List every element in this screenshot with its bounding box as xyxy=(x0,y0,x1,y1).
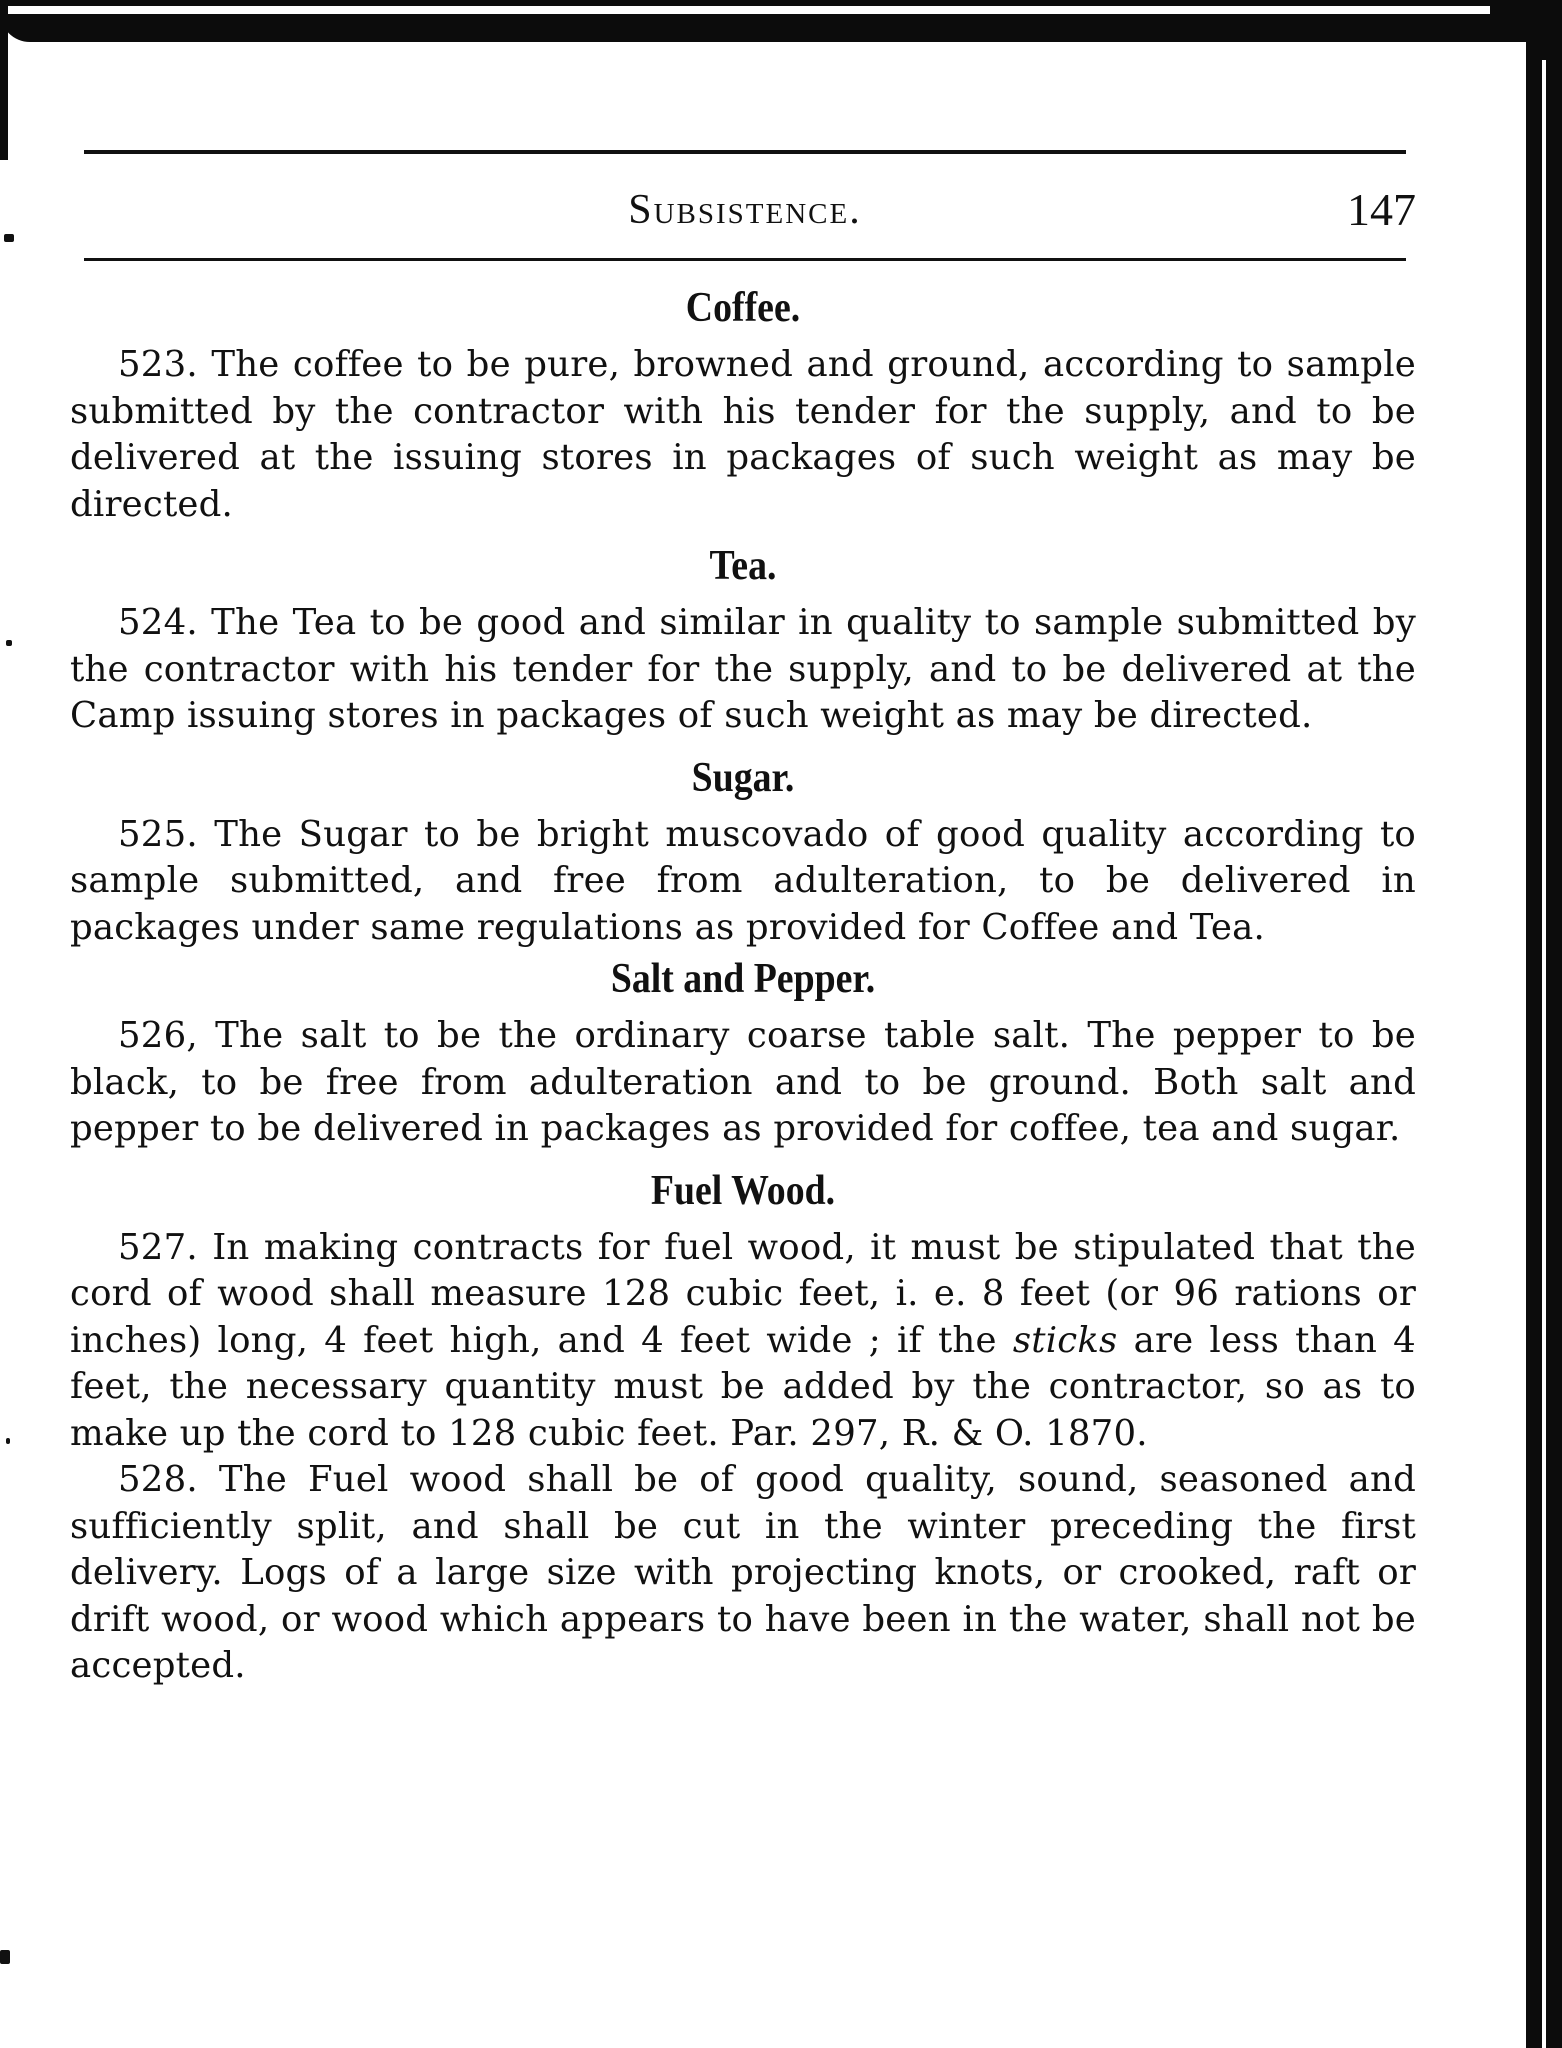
section-heading-coffee: Coffee. xyxy=(685,285,801,331)
scan-speck xyxy=(6,640,12,646)
section-heading-sugar: Sugar. xyxy=(691,754,795,801)
paragraph-number: 527. xyxy=(118,1226,198,1268)
paragraph-italic-text: sticks xyxy=(1012,1319,1118,1361)
paragraph-number: 523. xyxy=(118,344,198,385)
paragraph-text: The Tea to be good and similar in quality to sample submitted by the contractor with his tender for the supply, and to be delivered at the Camp issuing stores in packages of such weight as may be directed. xyxy=(70,602,1416,736)
scan-speck xyxy=(6,1438,10,1444)
paragraph-number: 526, xyxy=(118,1015,198,1056)
body-text xyxy=(70,280,1416,1700)
section-heading-fuel-wood: Fuel Wood. xyxy=(650,1167,836,1214)
scan-border-top-highlight xyxy=(0,6,1490,14)
paragraph-text: The Fuel wood shall be of good quality, sound, seasoned and sufficiently split, and shall be cut in the winter preceding the first delivery. Logs of a large size with projecting knots, or crooked, raft or drift wood, or wood which appears to have been in the water, shall not be accepted. xyxy=(70,1459,1416,1686)
header-rule-bottom xyxy=(84,258,1406,261)
paragraph-text: are less than 4 feet, the necessary quantity must be added by the contractor, so as to make up the cord to 128 cubic feet. Par. 297, R. & O. 1870. xyxy=(70,1319,1416,1454)
scan-border-right-highlight xyxy=(1542,60,1546,2048)
paragraph-526 xyxy=(70,1013,1416,1153)
paragraph-text: The salt to be the ordinary coarse table salt. The pepper to be black, to be free from adulteration and to be ground. Both salt and pepper to be delivered in packages as provided for coffee, tea and sugar. xyxy=(70,1015,1416,1149)
scan-border-left xyxy=(0,0,8,160)
running-title: Subsistence. xyxy=(628,187,862,233)
page-number: 147 xyxy=(1347,184,1416,235)
scan-speck xyxy=(4,234,14,242)
paragraph-527 xyxy=(70,1225,1416,1458)
paragraph-number: 525. xyxy=(118,813,198,855)
paragraph-523 xyxy=(70,342,1416,528)
paragraph-524 xyxy=(70,600,1416,740)
paragraph-528 xyxy=(70,1457,1416,1690)
paragraph-text: In making contracts for fuel wood, it must be stipulated that the cord of wood shall measure 128 cubic feet, i. e. 8 feet (or 96 rations or inches) long, 4 feet high, and 4 feet wide ; if the xyxy=(70,1226,1416,1361)
paragraph-text: The coffee to be pure, browned and ground, according to sample submitted by the contractor with his tender for the supply, and to be delivered at the issuing stores in packages of such weight as may be directed. xyxy=(70,344,1416,525)
paragraph-number: 528. xyxy=(118,1459,198,1500)
paragraph-text: The Sugar to be bright muscovado of good quality according to sample submitted, and free from adulteration, to be delivered in packages under same regulations as provided for Coffee and Tea. xyxy=(70,813,1416,948)
paragraph-525 xyxy=(70,812,1416,952)
running-header xyxy=(70,180,1420,240)
paragraph-number: 524. xyxy=(118,602,198,643)
section-heading-tea: Tea. xyxy=(709,543,777,589)
section-heading-salt-and-pepper: Salt and Pepper. xyxy=(610,956,876,1002)
header-rule-top xyxy=(84,150,1406,154)
scan-speck xyxy=(0,1950,10,1964)
